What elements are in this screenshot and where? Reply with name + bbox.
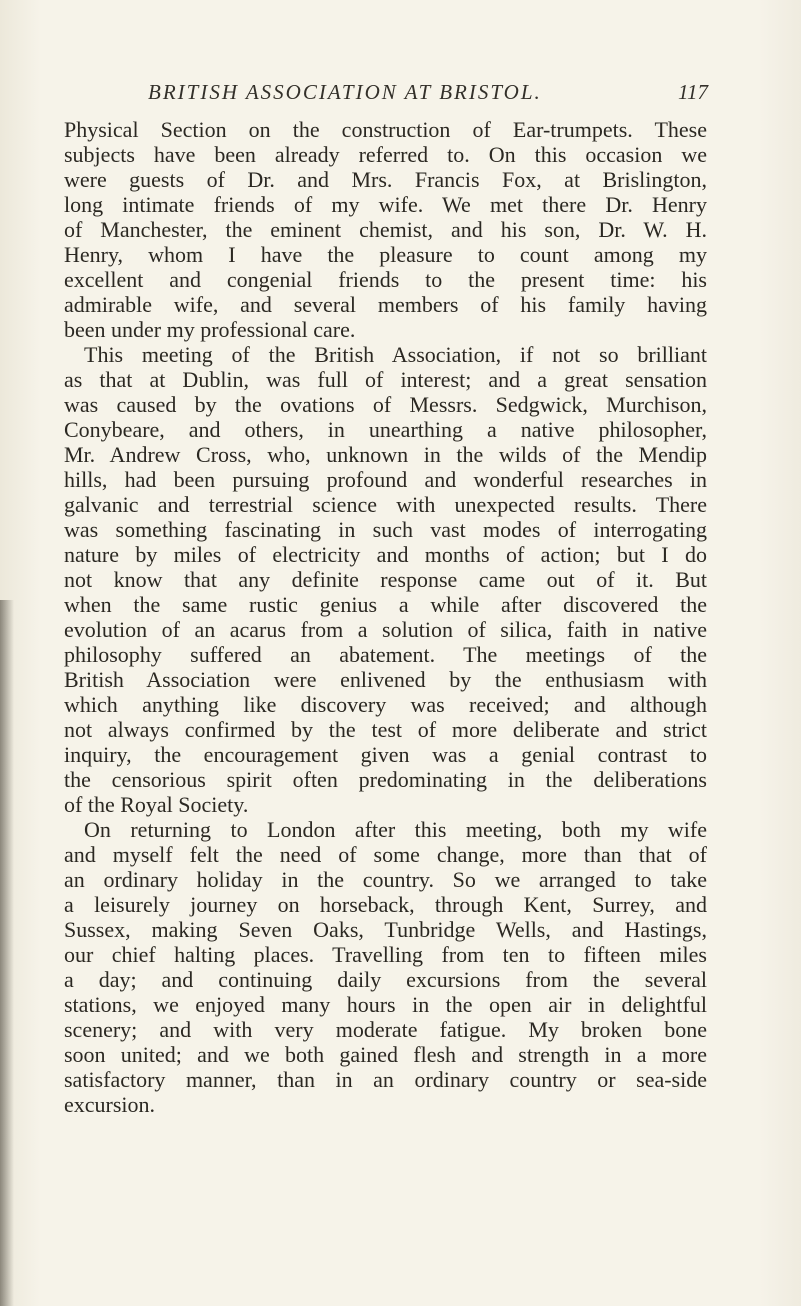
text-line: inquiry, the encouragement given was a genial contrast to [64, 742, 707, 767]
text-line: was something fascinating in such vast modes of interrogating [64, 517, 707, 542]
text-line: a day; and continuing daily excursions from the several [64, 967, 707, 992]
text-line: an ordinary holiday in the country. So we arranged to take [64, 867, 707, 892]
text-line: not know that any definite response came out of it. But [64, 567, 707, 592]
text-line: British Association were enlivened by the enthusiasm with [64, 667, 707, 692]
body-text [64, 117, 707, 1117]
text-line: excursion. [64, 1092, 156, 1117]
text-line: Henry, whom I have the pleasure to count among my [64, 242, 707, 267]
text-line: evolution of an acarus from a solution of silica, faith in native [64, 617, 707, 642]
text-line: Mr. Andrew Cross, who, unknown in the wilds of the Mendip [64, 442, 707, 467]
text-line: when the same rustic genius a while after discovered the [64, 592, 707, 617]
text-line: soon united; and we both gained flesh and strength in a more [64, 1042, 707, 1067]
page-edge-shadow [0, 600, 14, 1306]
page-number: 117 [678, 80, 708, 104]
text-line: nature by miles of electricity and months of action; but I do [64, 542, 707, 567]
text-line: was caused by the ovations of Messrs. Sedgwick, Murchison, [64, 392, 707, 417]
text-line: satisfactory manner, than in an ordinary country or sea-side [64, 1067, 707, 1092]
text-line: excellent and congenial friends to the present time: his [64, 267, 707, 292]
text-line: Sussex, making Seven Oaks, Tunbridge Wells, and Hastings, [64, 917, 707, 942]
text-line: of Manchester, the eminent chemist, and his son, Dr. W. H. [64, 217, 707, 242]
text-line: were guests of Dr. and Mrs. Francis Fox, at Brislington, [64, 167, 707, 192]
text-line: galvanic and terrestrial science with unexpected results. There [64, 492, 707, 517]
text-line: the censorious spirit often predominating in the deliberations [64, 767, 707, 792]
text-line: been under my professional care. [64, 317, 356, 342]
text-line: long intimate friends of my wife. We met there Dr. Henry [64, 192, 707, 217]
text-line: This meeting of the British Association, if not so brilliant [84, 342, 707, 367]
text-line: of the Royal Society. [64, 792, 249, 817]
text-line: scenery; and with very moderate fatigue. My broken bone [64, 1017, 707, 1042]
text-line: which anything like discovery was received; and although [64, 692, 707, 717]
text-line: subjects have been already referred to. On this occasion we [64, 142, 707, 167]
text-line: not always confirmed by the test of more deliberate and strict [64, 717, 707, 742]
text-line: Conybeare, and others, in unearthing a native philosopher, [64, 417, 707, 442]
text-line: hills, had been pursuing profound and wonderful researches in [64, 467, 707, 492]
text-line: Physical Section on the construction of Ear-trumpets. These [64, 117, 707, 142]
text-line: stations, we enjoyed many hours in the open air in delightful [64, 992, 707, 1017]
running-title: BRITISH ASSOCIATION AT BRISTOL. [148, 80, 542, 104]
text-line: admirable wife, and several members of his family having [64, 292, 707, 317]
text-line: On returning to London after this meeting, both my wife [84, 817, 707, 842]
text-line: and myself felt the need of some change, more than that of [64, 842, 707, 867]
page-header [148, 80, 708, 110]
text-line: our chief halting places. Travelling from ten to fifteen miles [64, 942, 707, 967]
text-line: a leisurely journey on horseback, through Kent, Surrey, and [64, 892, 707, 917]
text-line: philosophy suffered an abatement. The meetings of the [64, 642, 707, 667]
text-line: as that at Dublin, was full of interest; and a great sensation [64, 367, 707, 392]
